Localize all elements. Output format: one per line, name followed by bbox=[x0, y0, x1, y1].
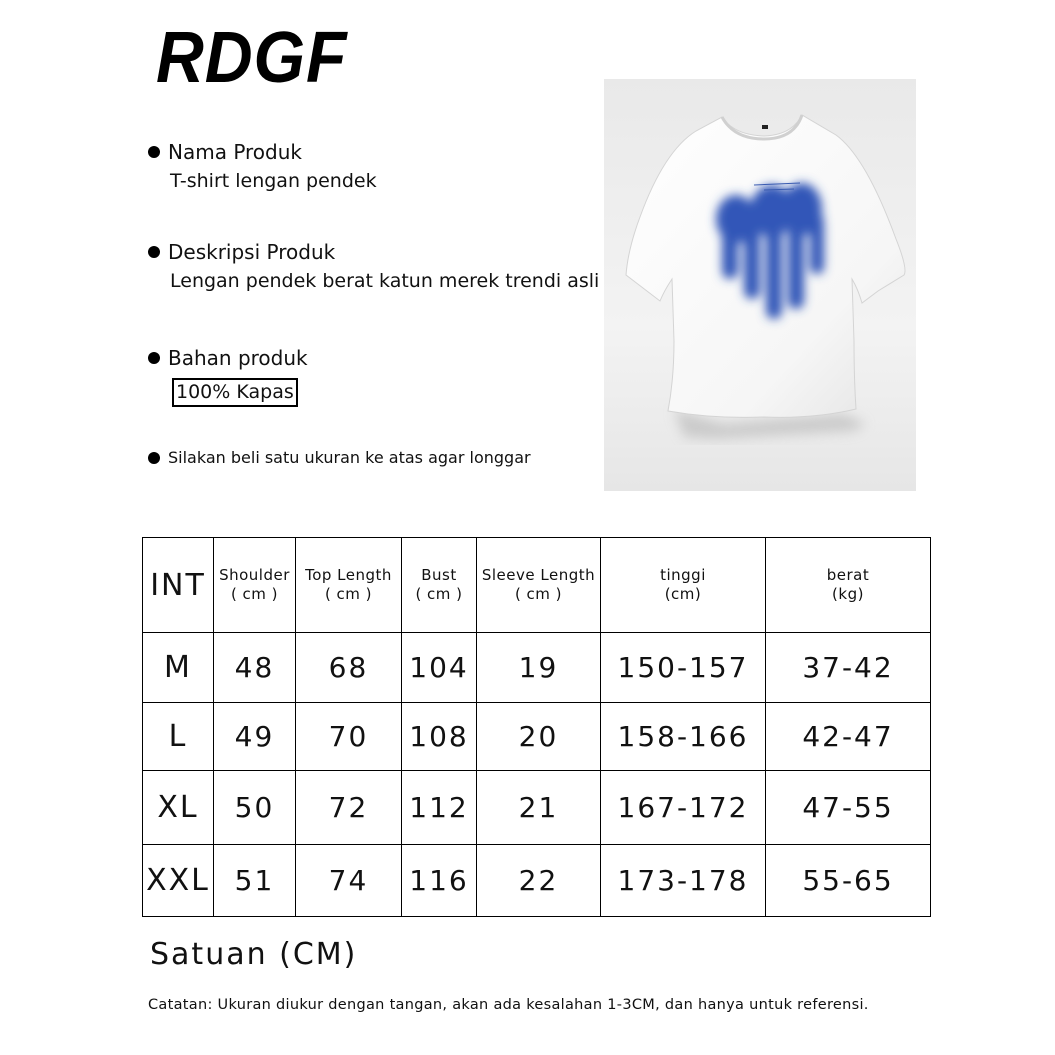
header-top-length: Top Length ( cm ) bbox=[296, 538, 402, 633]
weight-value: 55-65 bbox=[766, 845, 931, 917]
table-row bbox=[143, 703, 931, 771]
header-bust: Bust ( cm ) bbox=[402, 538, 477, 633]
bust-value: 104 bbox=[402, 633, 477, 703]
header-shoulder: Shoulder ( cm ) bbox=[214, 538, 296, 633]
size-label: XXL bbox=[143, 845, 214, 917]
top-length-value: 70 bbox=[296, 703, 402, 771]
bust-value: 112 bbox=[402, 771, 477, 845]
product-name-value: T-shirt lengan pendek bbox=[170, 170, 377, 192]
header-sleeve-length: Sleeve Length ( cm ) bbox=[477, 538, 601, 633]
height-value: 167-172 bbox=[601, 771, 766, 845]
product-material-section bbox=[148, 348, 308, 407]
units-label: Satuan (CM) bbox=[150, 937, 358, 972]
table-row bbox=[143, 771, 931, 845]
header-int: INT bbox=[143, 538, 214, 633]
brand-logo: RDGF bbox=[156, 18, 348, 98]
header-weight: berat (kg) bbox=[766, 538, 931, 633]
top-length-value: 72 bbox=[296, 771, 402, 845]
header-height: tinggi (cm) bbox=[601, 538, 766, 633]
bullet-icon bbox=[148, 246, 160, 258]
height-value: 173-178 bbox=[601, 845, 766, 917]
bullet-icon bbox=[148, 146, 160, 158]
sleeve-length-value: 19 bbox=[477, 633, 601, 703]
height-value: 158-166 bbox=[601, 703, 766, 771]
sleeve-length-value: 20 bbox=[477, 703, 601, 771]
top-length-value: 68 bbox=[296, 633, 402, 703]
shoulder-value: 50 bbox=[214, 771, 296, 845]
size-tip-section bbox=[148, 450, 531, 466]
bust-value: 116 bbox=[402, 845, 477, 917]
table-header-row bbox=[143, 538, 931, 633]
shoulder-value: 51 bbox=[214, 845, 296, 917]
size-label: L bbox=[143, 703, 214, 771]
product-photo bbox=[604, 79, 916, 491]
product-name-label: Nama Produk bbox=[168, 140, 302, 164]
product-name-section bbox=[148, 142, 377, 191]
shoulder-value: 49 bbox=[214, 703, 296, 771]
size-tip-text: Silakan beli satu ukuran ke atas agar longgar bbox=[168, 448, 531, 467]
table-row bbox=[143, 845, 931, 917]
table-row bbox=[143, 633, 931, 703]
sleeve-length-value: 22 bbox=[477, 845, 601, 917]
product-description-section bbox=[148, 242, 599, 291]
shoulder-value: 48 bbox=[214, 633, 296, 703]
bust-value: 108 bbox=[402, 703, 477, 771]
product-description-label: Deskripsi Produk bbox=[168, 240, 336, 264]
measurement-note: Catatan: Ukuran diukur dengan tangan, akan ada kesalahan 1-3CM, dan hanya untuk referensi. bbox=[148, 997, 869, 1013]
product-material-label: Bahan produk bbox=[168, 346, 308, 370]
product-material-value: 100% Kapas bbox=[172, 378, 298, 407]
top-length-value: 74 bbox=[296, 845, 402, 917]
height-value: 150-157 bbox=[601, 633, 766, 703]
bullet-icon bbox=[148, 452, 160, 464]
weight-value: 47-55 bbox=[766, 771, 931, 845]
size-label: M bbox=[143, 633, 214, 703]
product-description-value: Lengan pendek berat katun merek trendi asli bbox=[170, 270, 600, 292]
tshirt-image bbox=[604, 79, 916, 491]
sleeve-length-value: 21 bbox=[477, 771, 601, 845]
size-label: XL bbox=[143, 771, 214, 845]
weight-value: 37-42 bbox=[766, 633, 931, 703]
size-chart-table bbox=[142, 537, 931, 917]
weight-value: 42-47 bbox=[766, 703, 931, 771]
bullet-icon bbox=[148, 352, 160, 364]
